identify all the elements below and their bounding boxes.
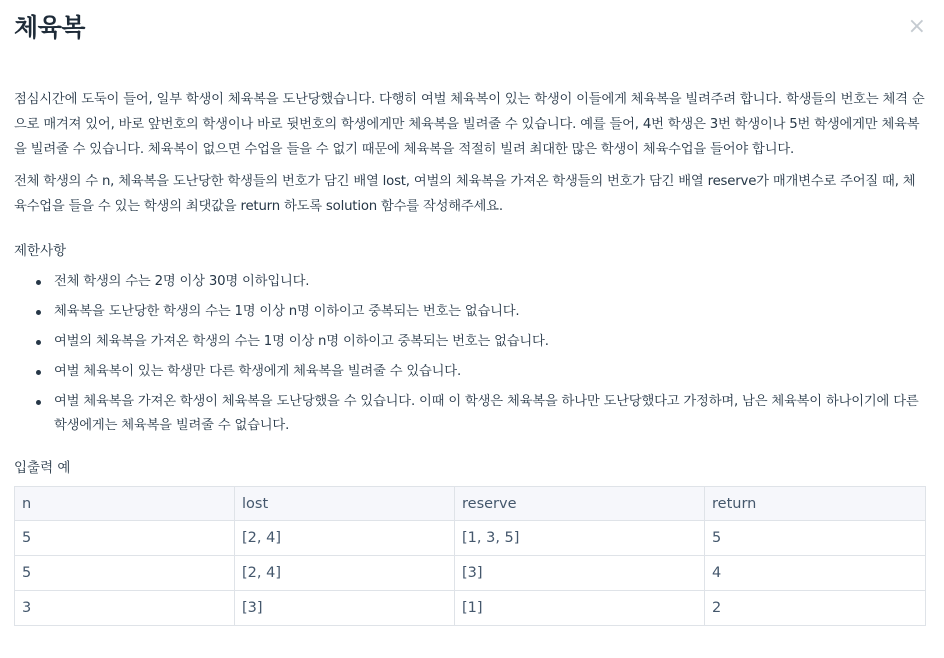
constraints-list xyxy=(14,270,926,438)
description-paragraph: 전체 학생의 수 n, 체육복을 도난당한 학생들의 번호가 담긴 배열 lost, 여벌의 체육복을 가져온 학생들의 번호가 담긴 배열 reserve가 매개변수로 주어질 때, 체육수업을 들을 수 있는 학생의 최댓값을 return 하도록 solution 함수를 작성해주세요. xyxy=(14,174,916,214)
close-icon[interactable]: × xyxy=(907,14,926,39)
description-paragraph: 점심시간에 도둑이 들어, 일부 학생이 체육복을 도난당했습니다. 다행히 여벌 체육복이 있는 학생이 이들에게 체육복을 빌려주려 합니다. 학생들의 번호는 체격 순으로 매겨져 있어, 바로 앞번호의 학생이나 바로 뒷번호의 학생에게만 체육복을 빌려줄 수 있습니다. 예를 들어, 4번 학생은 3번 학생이나 5번 학생에게만 체육복을 빌려줄 수 있습니다. 체육복이 없으면 수업을 들을 수 없기 때문에 체육복을 적절히 빌려 최대한 많은 학생이 체육수업을 들어야 합니다. xyxy=(14,92,925,157)
bullet-icon xyxy=(36,280,41,285)
bullet-icon xyxy=(36,340,41,345)
constraint-text: 여벌 체육복을 가져온 학생이 체육복을 도난당했을 수 있습니다. 이때 이 학생은 체육복을 하나만 도난당했다고 가정하며, 남은 체육복이 하나이기에 다른 학생에게는 체육복을 빌려줄 수 없습니다. xyxy=(54,394,919,433)
examples-table xyxy=(14,486,926,626)
bullet-icon xyxy=(36,310,41,315)
page-title: 체육복 xyxy=(14,13,85,42)
table-cell: 3 xyxy=(15,591,235,626)
table-cell: 5 xyxy=(705,521,926,556)
bullet-icon xyxy=(36,400,41,405)
list-item xyxy=(36,390,926,438)
column-header-return: return xyxy=(705,487,926,521)
list-item xyxy=(36,270,926,294)
constraint-text: 체육복을 도난당한 학생의 수는 1명 이상 n명 이하이고 중복되는 번호는 없습니다. xyxy=(54,304,520,319)
table-cell: 4 xyxy=(705,556,926,591)
list-item xyxy=(36,330,926,354)
constraints-title: 제한사항 xyxy=(14,243,67,259)
bullet-icon xyxy=(36,370,41,375)
table-row xyxy=(15,521,926,556)
table-cell: [3] xyxy=(455,556,705,591)
table-cell: 2 xyxy=(705,591,926,626)
examples-title: 입출력 예 xyxy=(14,460,71,476)
constraint-text: 여벌 체육복이 있는 학생만 다른 학생에게 체육복을 빌려줄 수 있습니다. xyxy=(54,364,461,379)
column-header-n: n xyxy=(15,487,235,521)
table-cell: 5 xyxy=(15,556,235,591)
constraint-text: 전체 학생의 수는 2명 이상 30명 이하입니다. xyxy=(54,274,310,289)
column-header-reserve: reserve xyxy=(455,487,705,521)
table-cell: 5 xyxy=(15,521,235,556)
constraint-text: 여벌의 체육복을 가져온 학생의 수는 1명 이상 n명 이하이고 중복되는 번호는 없습니다. xyxy=(54,334,549,349)
table-cell: [3] xyxy=(235,591,455,626)
table-cell: [1, 3, 5] xyxy=(455,521,705,556)
table-row xyxy=(15,556,926,591)
problem-content xyxy=(14,87,926,626)
list-item xyxy=(36,300,926,324)
table-cell: [2, 4] xyxy=(235,521,455,556)
list-item xyxy=(36,360,926,384)
table-header-row xyxy=(15,487,926,521)
table-cell: [1] xyxy=(455,591,705,626)
table-row xyxy=(15,591,926,626)
table-cell: [2, 4] xyxy=(235,556,455,591)
column-header-lost: lost xyxy=(235,487,455,521)
